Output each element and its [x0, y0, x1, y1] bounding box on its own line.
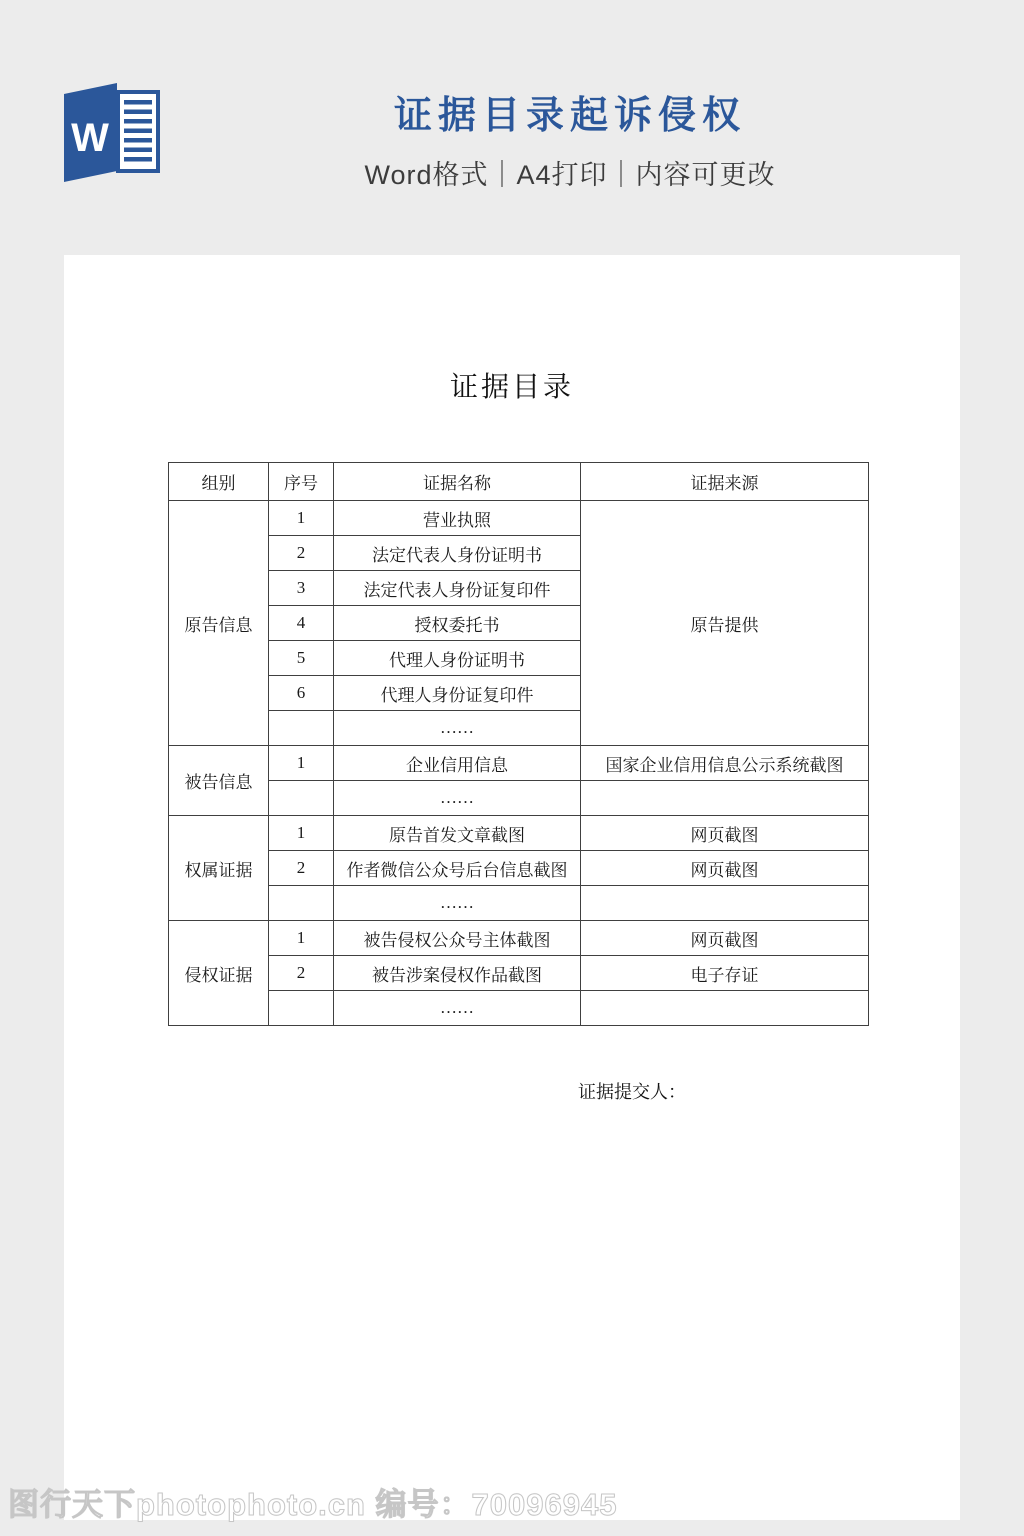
group-cell: 权属证据 [169, 816, 269, 921]
table-row [169, 816, 869, 851]
header-text-block [116, 94, 1024, 190]
evidence-source-cell: 电子存证 [581, 956, 869, 991]
row-number-cell [269, 711, 334, 746]
evidence-source-cell: 网页截图 [581, 816, 869, 851]
column-header-no: 序号 [269, 463, 334, 501]
word-logo-letter: W [71, 116, 109, 160]
evidence-name-cell: 营业执照 [334, 501, 581, 536]
table-row [169, 851, 869, 886]
evidence-name-cell: 代理人身份证复印件 [334, 676, 581, 711]
table-row [169, 501, 869, 536]
table-row [169, 956, 869, 991]
row-number-cell: 1 [269, 746, 334, 781]
table-row [169, 921, 869, 956]
evidence-name-cell: 原告首发文章截图 [334, 816, 581, 851]
evidence-table [168, 462, 869, 1026]
evidence-source-cell [581, 991, 869, 1026]
evidence-name-cell: 作者微信公众号后台信息截图 [334, 851, 581, 886]
row-number-cell [269, 991, 334, 1026]
row-number-cell: 6 [269, 676, 334, 711]
group-cell: 原告信息 [169, 501, 269, 746]
evidence-name-cell: …… [334, 886, 581, 921]
template-header [0, 0, 1024, 255]
document-title: 证据目录 [449, 372, 574, 403]
group-cell: 被告信息 [169, 746, 269, 816]
watermark-text: 图行天下photophoto.cn 编号：70096945 [8, 1487, 618, 1522]
column-header-source: 证据来源 [581, 463, 869, 501]
table-row [169, 886, 869, 921]
template-title: 证据目录起诉侵权 [393, 95, 746, 137]
table-row [169, 991, 869, 1026]
table-header-row [169, 463, 869, 501]
evidence-name-cell: 授权委托书 [334, 606, 581, 641]
evidence-name-cell: …… [334, 711, 581, 746]
row-number-cell: 1 [269, 921, 334, 956]
table-row [169, 746, 869, 781]
row-number-cell: 3 [269, 571, 334, 606]
row-number-cell: 1 [269, 816, 334, 851]
row-number-cell: 5 [269, 641, 334, 676]
evidence-source-cell: 网页截图 [581, 921, 869, 956]
evidence-source-cell: 国家企业信用信息公示系统截图 [581, 746, 869, 781]
row-number-cell [269, 781, 334, 816]
row-number-cell: 4 [269, 606, 334, 641]
document-page [64, 255, 960, 1520]
row-number-cell: 2 [269, 536, 334, 571]
evidence-name-cell: 被告侵权公众号主体截图 [334, 921, 581, 956]
evidence-source-cell: 原告提供 [581, 501, 869, 746]
column-header-name: 证据名称 [334, 463, 581, 501]
table-row [169, 781, 869, 816]
row-number-cell: 2 [269, 851, 334, 886]
evidence-source-cell: 网页截图 [581, 851, 869, 886]
evidence-name-cell: 企业信用信息 [334, 746, 581, 781]
template-subtitle: Word格式｜A4打印｜内容可更改 [364, 160, 776, 190]
column-header-group: 组别 [169, 463, 269, 501]
row-number-cell: 1 [269, 501, 334, 536]
evidence-name-cell: 代理人身份证明书 [334, 641, 581, 676]
evidence-name-cell: 法定代表人身份证明书 [334, 536, 581, 571]
evidence-name-cell: …… [334, 781, 581, 816]
submitter-label: 证据提交人： [578, 1082, 686, 1102]
evidence-name-cell: …… [334, 991, 581, 1026]
evidence-source-cell [581, 781, 869, 816]
row-number-cell: 2 [269, 956, 334, 991]
group-cell: 侵权证据 [169, 921, 269, 1026]
evidence-name-cell: 被告涉案侵权作品截图 [334, 956, 581, 991]
evidence-source-cell [581, 886, 869, 921]
evidence-name-cell: 法定代表人身份证复印件 [334, 571, 581, 606]
row-number-cell [269, 886, 334, 921]
